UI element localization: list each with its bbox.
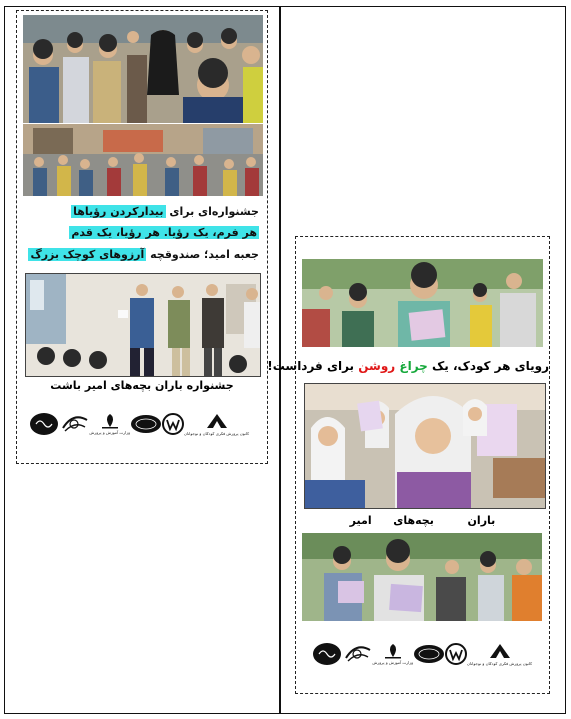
education-ministry-logo: وزارت آموزش و پرورش <box>372 643 413 665</box>
classroom-photo <box>25 273 261 377</box>
oval-emblem-logo <box>413 644 445 664</box>
boys-with-forms-photo <box>302 533 542 621</box>
festival-line-2: هر فرم، یک رؤیا. هر رؤیا، یک قدم <box>71 226 257 239</box>
boy-with-form-photo <box>302 259 543 347</box>
calligraphy-circle-logo <box>312 642 342 666</box>
education-ministry-logo: وزارت آموزش و پرورش <box>89 413 130 435</box>
girls-with-forms-photo <box>304 383 546 509</box>
oval-emblem-logo <box>130 414 162 434</box>
schoolyard-photo <box>23 124 263 196</box>
festival-line-3: جعبه امید؛ صندوقچه آرزوهای کوچک بزرگ <box>30 248 259 261</box>
left-poster-panel <box>16 10 268 464</box>
right-festival-caption: باران بچه‌های امیر <box>349 514 496 527</box>
kanoon-logo: کانون پرورش فکری کودکان و نوجوانان <box>184 412 249 436</box>
swirl-logo <box>342 642 372 666</box>
festival-line-1: جشنواره‌ای برای بیدارکردن رؤیاها <box>73 205 259 218</box>
left-festival-caption: جشنواره باران بچه‌های امیر باشت <box>50 379 234 392</box>
students-crowd-photo <box>23 15 263 123</box>
w-badge-logo <box>445 643 467 665</box>
w-badge-logo <box>162 413 184 435</box>
kanoon-logo: کانون پرورش فکری کودکان و نوجوانان <box>467 642 532 666</box>
right-headline: رویای هر کودک، یک چراغ روشن برای فرداست! <box>267 359 549 373</box>
right-poster-panel <box>267 236 550 694</box>
left-logos-row <box>37 409 249 439</box>
calligraphy-circle-logo <box>29 412 59 436</box>
right-logos-row <box>318 639 532 669</box>
swirl-logo <box>59 412 89 436</box>
